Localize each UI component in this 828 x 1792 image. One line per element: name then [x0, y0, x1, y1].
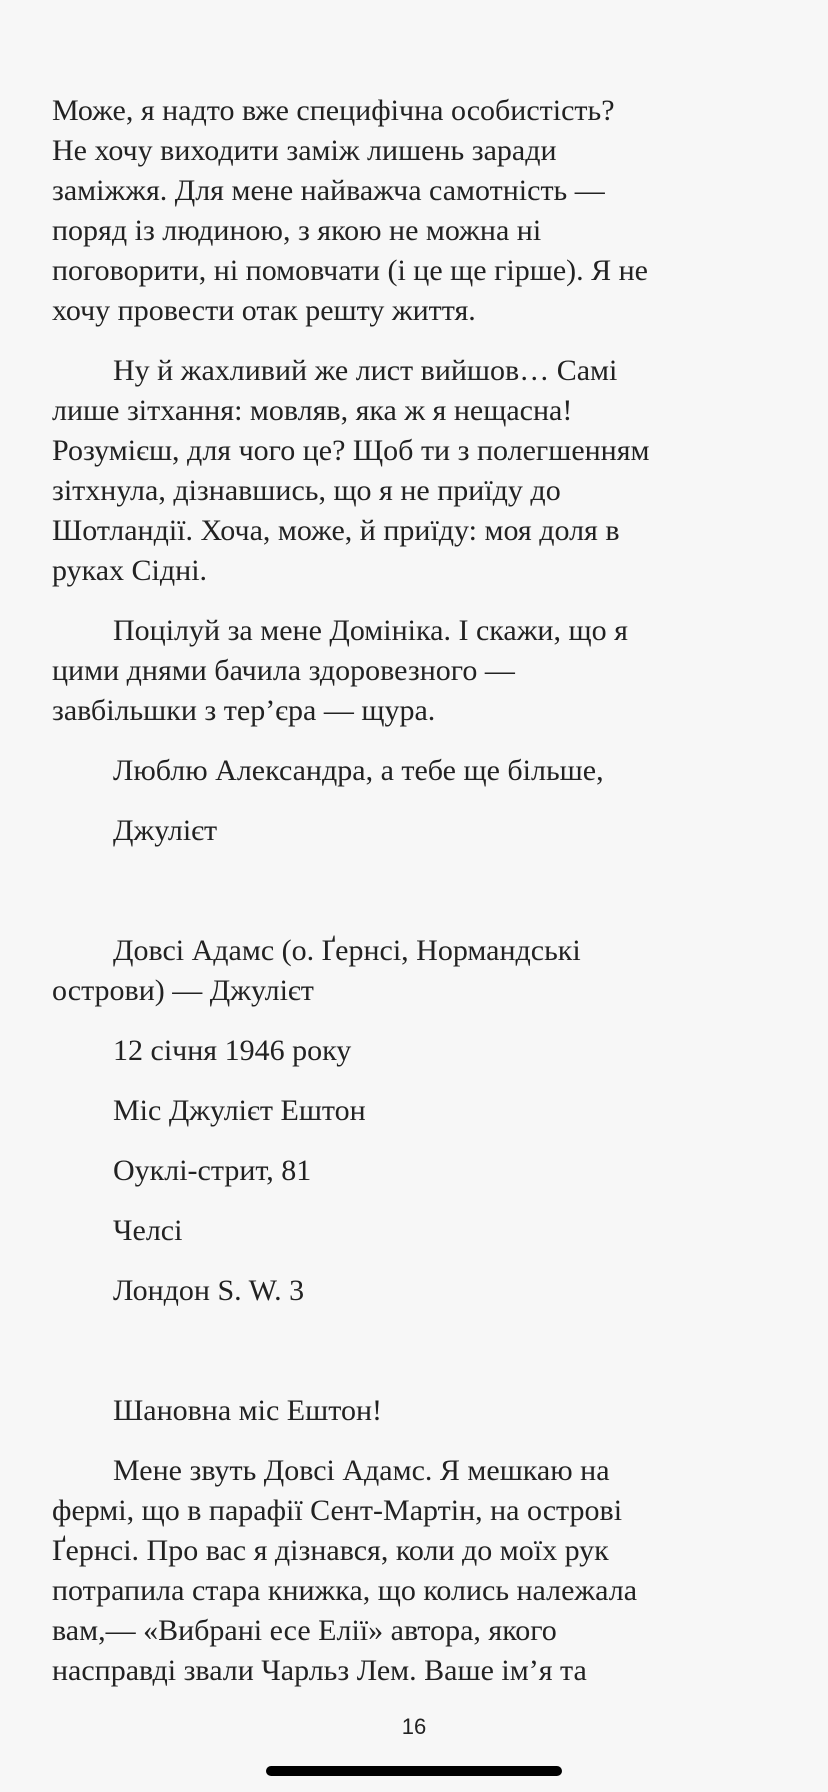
text-line: Люблю Александра, а тебе ще більше, — [113, 754, 604, 787]
text-line: Міс Джулієт Ештон — [113, 1094, 366, 1127]
paragraph — [52, 1451, 792, 1691]
paragraph — [52, 811, 792, 851]
paragraph — [52, 1391, 792, 1431]
text-line: заміжжя. Для мене найважча самотність — — [52, 174, 605, 207]
paragraph — [52, 91, 792, 331]
text-line: Шановна міс Ештон! — [113, 1394, 382, 1427]
page-number: 16 — [401, 1714, 427, 1739]
book-page-text — [52, 91, 792, 1711]
paragraph — [52, 931, 792, 1011]
paragraph — [52, 1211, 792, 1251]
text-line: фермі, що в парафії Сент-Мартін, на острові — [52, 1494, 623, 1527]
text-line: Мене звуть Довсі Адамс. Я мешкаю на — [113, 1454, 610, 1487]
text-line: Ну й жахливий же лист вийшов… Самі — [113, 354, 618, 387]
paragraph-spacer — [52, 1331, 792, 1371]
text-line: Оуклі-стрит, 81 — [113, 1154, 312, 1187]
paragraph — [52, 351, 792, 591]
text-line: цими днями бачила здоровезного — — [52, 654, 515, 687]
text-line: хочу провести отак решту життя. — [52, 294, 476, 327]
text-line: Розумієш, для чого це? Щоб ти з полегшенням — [52, 434, 650, 467]
text-line: 12 січня 1946 року — [113, 1034, 352, 1067]
text-line: Лондон S. W. 3 — [113, 1274, 305, 1307]
home-indicator[interactable] — [266, 1766, 562, 1776]
text-line: острови) — Джулієт — [52, 974, 314, 1007]
paragraph-spacer — [52, 871, 792, 911]
text-line: Може, я надто вже специфічна особистість? — [52, 94, 615, 127]
text-line: насправді звали Чарльз Лем. Ваше ім’я та — [52, 1654, 587, 1687]
text-line: Не хочу виходити заміж лишень заради — [52, 134, 557, 167]
paragraph — [52, 1271, 792, 1311]
text-line: руках Сідні. — [52, 554, 208, 587]
text-line: поряд із людиною, з якою не можна ні — [52, 214, 542, 247]
text-line: Довсі Адамс (о. Ґернсі, Нормандські — [113, 934, 581, 967]
text-line: Джулієт — [113, 814, 218, 847]
text-line: поговорити, ні помовчати (і це ще гірше). Я не — [52, 254, 649, 287]
paragraph — [52, 611, 792, 731]
text-line: потрапила стара книжка, що колись належала — [52, 1574, 638, 1607]
text-line: Поцілуй за мене Домініка. І скажи, що я — [113, 614, 628, 647]
text-line: Шотландії. Хоча, може, й приїду: моя доля в — [52, 514, 620, 547]
paragraph — [52, 751, 792, 791]
text-line: зітхнула, дізнавшись, що я не приїду до — [52, 474, 561, 507]
paragraph — [52, 1091, 792, 1131]
text-line: лише зітхання: мовляв, яка ж я нещасна! — [52, 394, 573, 427]
paragraph — [52, 1031, 792, 1071]
text-line: вам,— «Вибрані есе Елії» автора, якого — [52, 1614, 557, 1647]
text-line: Челсі — [113, 1214, 183, 1247]
paragraph — [52, 1151, 792, 1191]
text-line: завбільшки з тер’єра — щура. — [52, 694, 436, 727]
text-line: Ґернсі. Про вас я дізнався, коли до моїх рук — [52, 1534, 609, 1567]
